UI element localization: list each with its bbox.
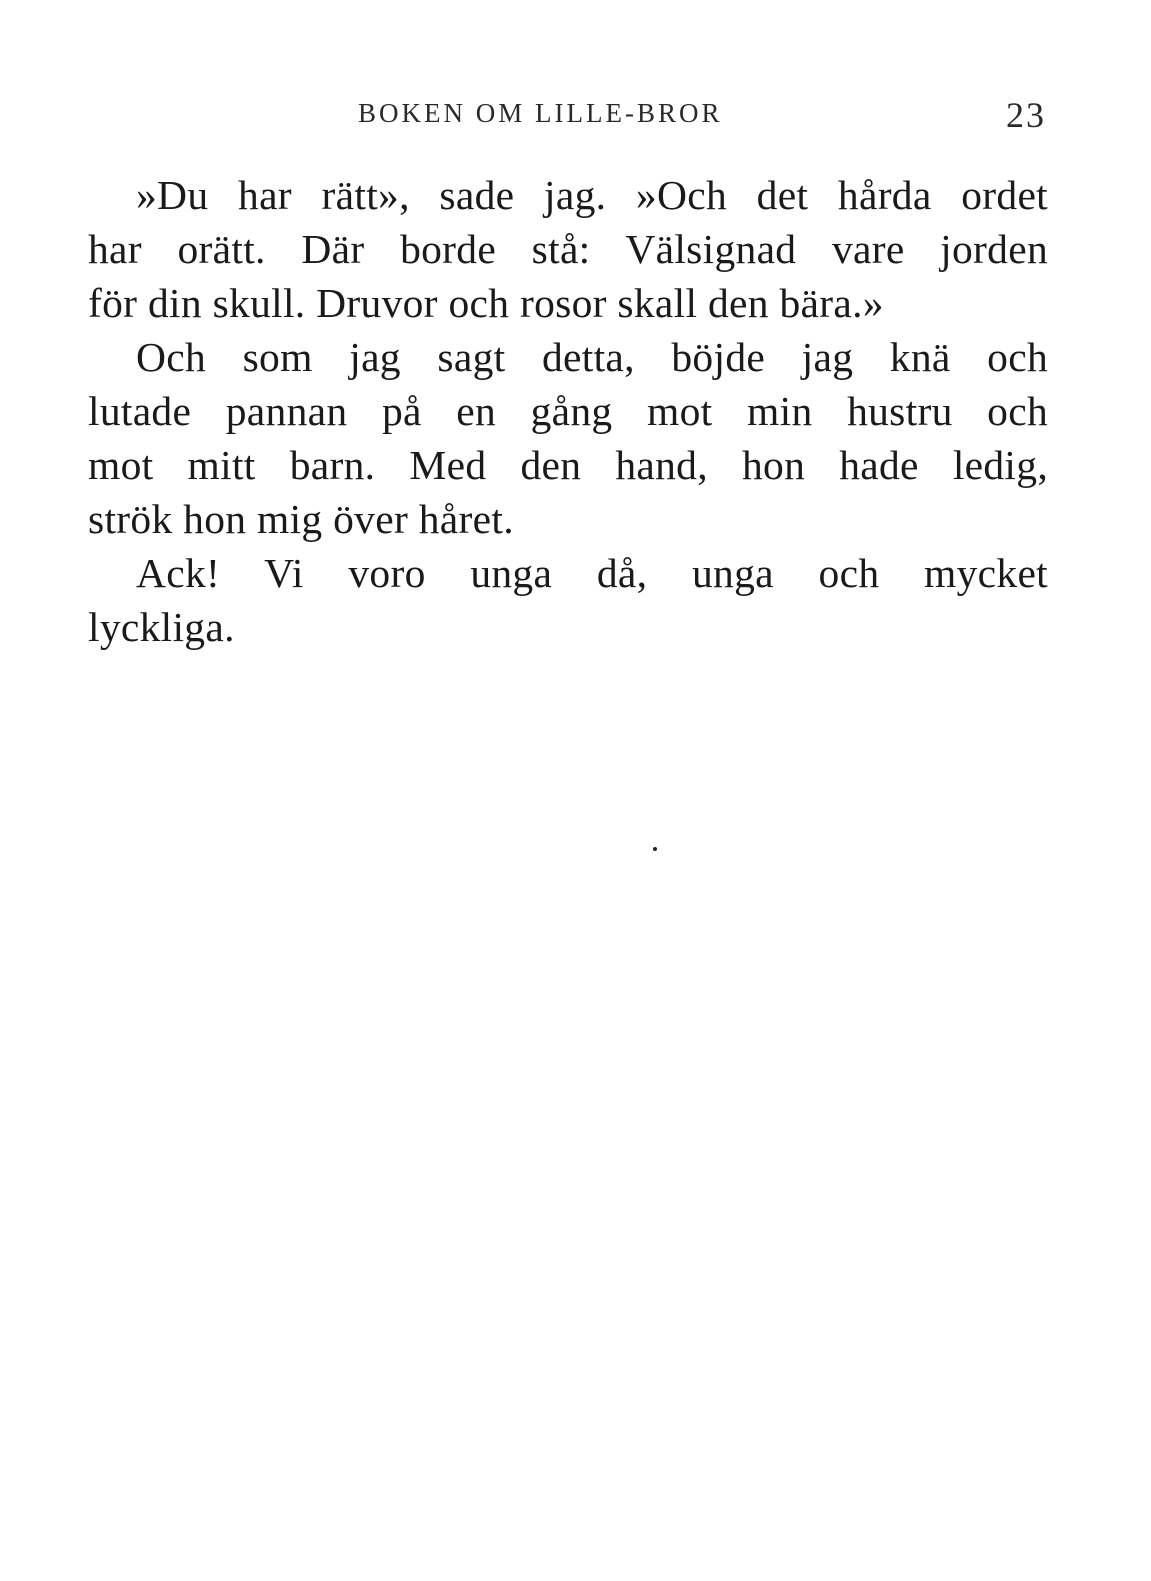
- text-line: Och som jag sagt detta, böjde jag knä och: [136, 334, 1048, 380]
- text-line: »Du har rätt», sade jag. »Och det hårda ordet: [136, 172, 1048, 218]
- text-line: lyckliga.: [88, 604, 235, 650]
- text-line: strök hon mig över håret.: [88, 496, 514, 542]
- body-text: [88, 168, 1048, 654]
- text-line: mot mitt barn. Med den hand, hon hade ledig,: [88, 442, 1048, 488]
- running-title: BOKEN OM LILLE-BROR: [358, 98, 723, 128]
- ink-speck: [653, 847, 657, 851]
- text-line: lutade pannan på en gång mot min hustru och: [88, 388, 1048, 434]
- text-line: Ack! Vi voro unga då, unga och mycket: [136, 550, 1048, 596]
- text-line: har orätt. Där borde stå: Välsignad vare jorden: [88, 226, 1048, 272]
- page-number: 23: [1006, 95, 1046, 135]
- running-head: [88, 95, 1048, 138]
- text-line: för din skull. Druvor och rosor skall den bära.»: [88, 280, 884, 326]
